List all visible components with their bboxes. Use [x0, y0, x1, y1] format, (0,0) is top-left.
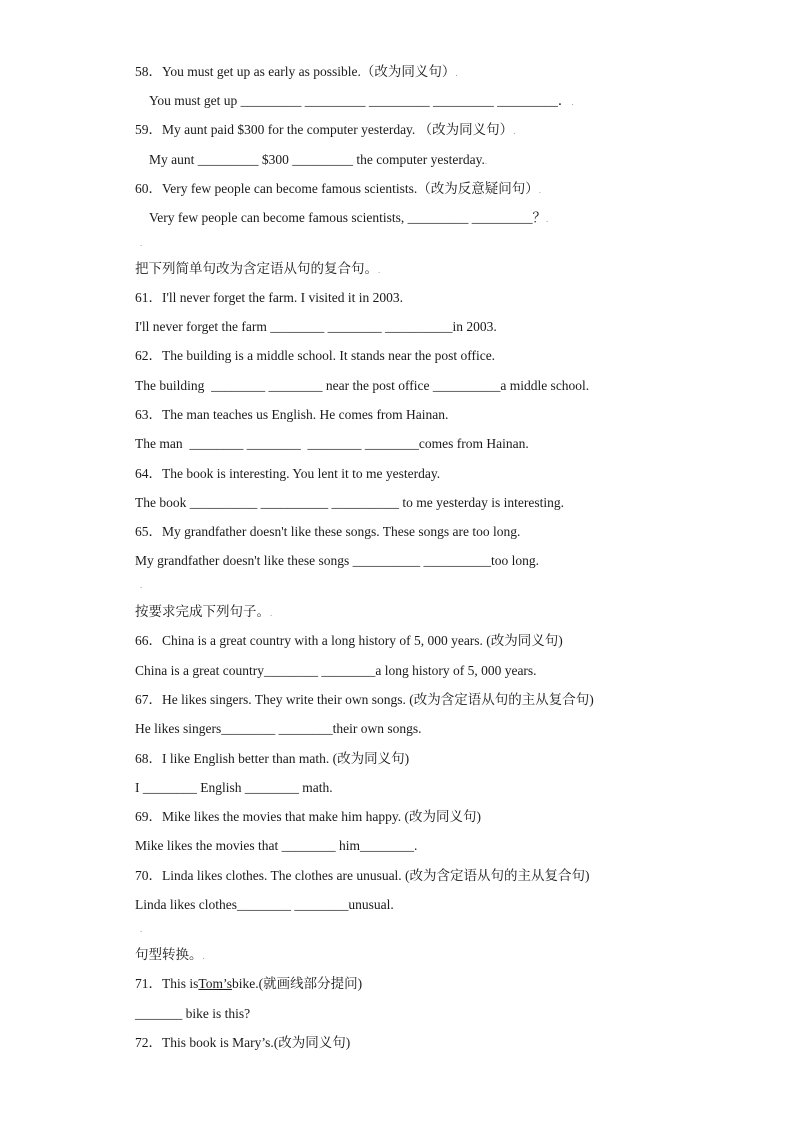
line-text: 62．The building is a middle school. It stands near the post office.: [135, 348, 496, 363]
blank-line: [140, 576, 142, 593]
section-heading-sentence-transformation: [135, 947, 205, 964]
line-text: 按要求完成下列句子。: [135, 604, 270, 619]
line-text: 64．The book is interesting. You lent it to me yesterday.: [135, 466, 441, 481]
question-67: [135, 692, 594, 709]
line-text: 70．Linda likes clothes. The clothes are unusual. (改为含定语从句的主从复合句): [135, 868, 590, 883]
paragraph-mark: .: [484, 156, 488, 166]
question-59: [135, 122, 515, 139]
answer-68: [135, 780, 333, 797]
underlined-word: Tom’s: [198, 976, 232, 991]
line-text: The building ________ ________ near the post office __________a middle school.: [135, 378, 590, 393]
line-text: 72．This book is Mary’s.(改为同义句): [135, 1035, 351, 1050]
answer-62: [135, 378, 589, 395]
line-text: My aunt _________ $300 _________ the computer yesterday.: [149, 152, 485, 167]
paragraph-mark: .: [538, 185, 542, 195]
paragraph-mark: .: [140, 924, 143, 934]
paragraph-mark: .: [513, 126, 516, 136]
line-text: 句型转换。: [135, 947, 203, 962]
line-text: The book __________ __________ __________ to me yesterday is interesting.: [135, 495, 564, 510]
question-69: [135, 809, 481, 826]
answer-61: [135, 319, 497, 336]
line-text-after: bike.(就画线部分提问): [231, 976, 363, 991]
answer-70: [135, 897, 394, 914]
question-66: [135, 633, 563, 650]
question-61: [135, 290, 403, 307]
line-text: 58．You must get up as early as possible.（改为同义句）: [135, 64, 456, 79]
answer-60: [149, 210, 548, 227]
line-text: 61．I'll never forget the farm. I visited it in 2003.: [135, 290, 403, 305]
answer-63: [135, 436, 529, 453]
section-heading-complete-sentences: [135, 604, 272, 621]
line-text: _______ bike is this?: [135, 1006, 251, 1021]
line-text: China is a great country________ ________a long history of 5, 000 years.: [135, 663, 537, 678]
blank-line: [140, 920, 142, 937]
answer-64: [135, 495, 564, 512]
blank-line: [140, 234, 142, 251]
paragraph-mark: .: [455, 68, 458, 78]
line-text: 71．This is: [135, 976, 199, 991]
line-text: Mike likes the movies that ________ him________.: [135, 838, 418, 853]
question-62: [135, 348, 495, 365]
line-text: 68．I like English better than math. (改为同义句): [135, 751, 410, 766]
question-68: [135, 751, 409, 768]
line-text: The man ________ ________ ________ ________comes from Hainan.: [135, 436, 529, 451]
paragraph-mark: .: [140, 580, 143, 590]
question-60: [135, 181, 541, 198]
paragraph-mark: .: [571, 97, 574, 107]
line-text: 60．Very few people can become famous scientists.（改为反意疑问句）: [135, 181, 539, 196]
line-text: 63．The man teaches us English. He comes from Hainan.: [135, 407, 449, 422]
answer-58: [149, 93, 574, 110]
answer-67: [135, 721, 421, 738]
question-70: [135, 868, 590, 885]
answer-59: [149, 152, 487, 169]
paragraph-mark: .: [270, 608, 273, 618]
section-heading-relative-clauses: [135, 261, 380, 278]
line-text: I'll never forget the farm ________ ________ __________in 2003.: [135, 319, 497, 334]
paragraph-mark: .: [378, 265, 381, 275]
line-text: Linda likes clothes________ ________unusual.: [135, 897, 394, 912]
line-text: 65．My grandfather doesn't like these songs. These songs are too long.: [135, 524, 521, 539]
answer-66: [135, 663, 537, 680]
line-text: Very few people can become famous scientists, _________ _________？: [149, 210, 547, 225]
line-text: 66．China is a great country with a long history of 5, 000 years. (改为同义句): [135, 633, 563, 648]
question-71: [135, 976, 362, 993]
line-text: He likes singers________ ________their own songs.: [135, 721, 422, 736]
line-text: I ________ English ________ math.: [135, 780, 333, 795]
paragraph-mark: .: [546, 214, 549, 224]
line-text: You must get up _________ _________ _________ _________ _________．: [149, 93, 572, 108]
question-72: [135, 1035, 350, 1052]
line-text: 把下列简单句改为含定语从句的复合句。: [135, 261, 378, 276]
line-text: 69．Mike likes the movies that make him happy. (改为同义句): [135, 809, 481, 824]
paragraph-mark: .: [140, 238, 143, 248]
answer-65: [135, 553, 539, 570]
line-text: 59．My aunt paid $300 for the computer yesterday. （改为同义句）: [135, 122, 514, 137]
answer-69: [135, 838, 417, 855]
question-58: [135, 64, 458, 81]
question-64: [135, 466, 440, 483]
line-text: My grandfather doesn't like these songs __________ __________too long.: [135, 553, 540, 568]
paragraph-mark: .: [202, 951, 205, 961]
question-63: [135, 407, 448, 424]
line-text: 67．He likes singers. They write their own songs. (改为含定语从句的主从复合句): [135, 692, 594, 707]
answer-71: [135, 1006, 250, 1023]
question-65: [135, 524, 520, 541]
